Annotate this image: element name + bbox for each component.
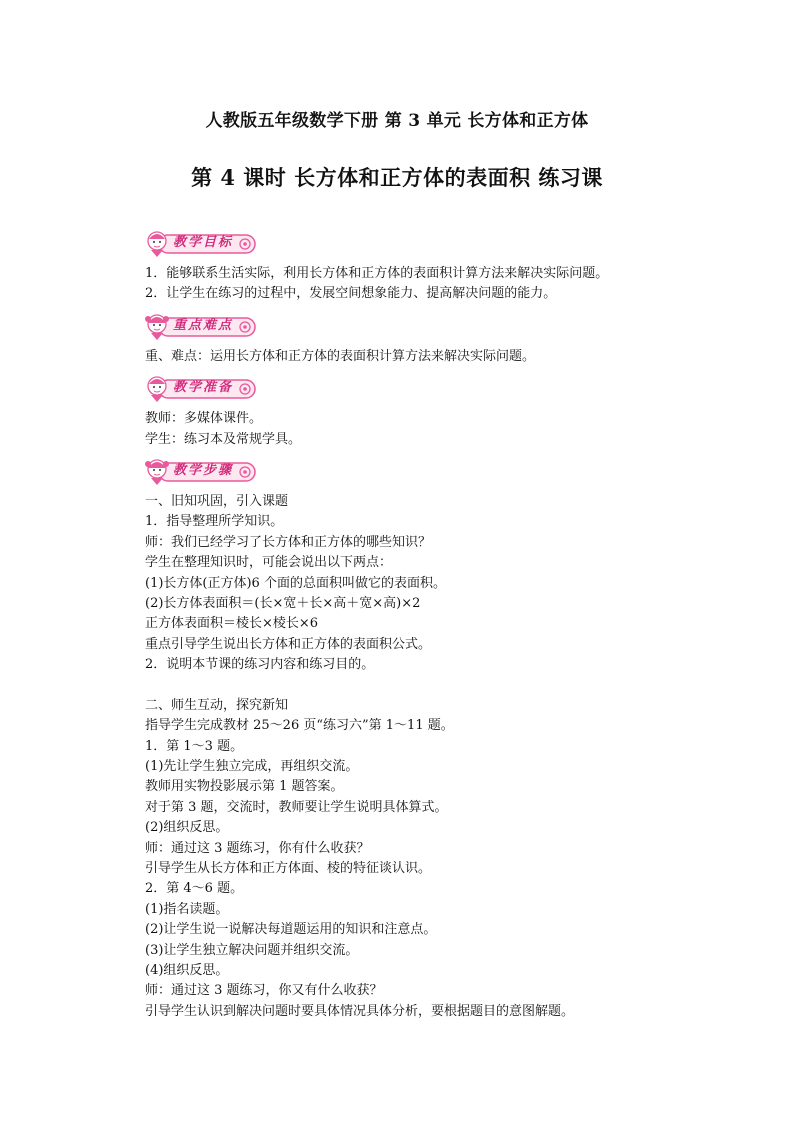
text-line: 学生：练习本及常规学具。 [145,431,302,447]
text-line: 2．说明本节课的练习内容和练习目的。 [145,657,375,673]
text-line: 师：通过这 3 题练习，你又有什么收获？ [145,983,383,999]
text-line: 2．让学生在练习的过程中，发展空间想象能力、提高解决问题的能力。 [145,286,557,302]
text-line: 1．指导整理所学知识。 [145,514,284,530]
text-line: (4)组织反思。 [145,962,229,978]
badge-label: 教学步骤 [173,462,234,478]
text-line: 1．第 1～3 题。 [145,738,244,754]
text-line: 对于第 3 题，交流时，教师要让学生说明具体算式。 [145,799,448,815]
document-body [145,222,665,1022]
text-line: 师：通过这 3 题练习，你有什么收获？ [145,840,370,856]
text-line: (2)让学生说一说解决每道题运用的知识和注意点。 [145,922,437,938]
text-line: (2)长方体表面积＝(长×宽＋长×高＋宽×高)×2 [145,595,421,611]
text-line: (3)让学生独立解决问题并组织交流。 [145,942,359,958]
badge-label: 教学目标 [173,235,234,250]
spacer [145,675,665,695]
text-line: 正方体表面积＝棱长×棱长×6 [145,616,319,632]
section-heading: 一、旧知巩固，引入课题 [145,493,289,509]
text-line: 1．能够联系生活实际，利用长方体和正方体的表面积计算方法来解决实际问题。 [145,266,609,281]
badge-label: 重点难点 [173,317,234,333]
section-badge-key-points [145,311,259,341]
badge-label: 教学准备 [173,380,234,396]
section-badge-steps [145,456,259,486]
section-badge-goals [145,228,259,258]
text-line: 教师用实物投影展示第 1 题答案。 [145,779,344,795]
text-line: 重点引导学生说出长方体和正方体的表面积公式。 [145,636,432,652]
text-line: (1)先让学生独立完成，再组织交流。 [145,759,359,775]
text-line: 学生在整理知识时，可能会说出以下两点： [145,555,393,571]
text-line: 师：我们已经学习了长方体和正方体的哪些知识？ [145,534,432,550]
section-badge-preparation [145,373,259,403]
text-line: (2)组织反思。 [145,820,229,836]
text-line: (1)长方体(正方体)6 个面的总面积叫做它的表面积。 [145,575,446,591]
document-title: 人教版五年级数学下册 第 3 单元 长方体和正方体 [205,111,589,131]
text-line: 教师：多媒体课件。 [145,411,263,427]
text-line: 引导学生从长方体和正方体面、棱的特征谈认识。 [145,860,432,876]
text-line: 2．第 4～6 题。 [145,881,244,897]
text-line: 引导学生认识到解决问题时要具体情况具体分析，要根据题目的意图解题。 [145,1003,575,1019]
lesson-title: 第 4 课时 长方体和正方体的表面积 练习课 [191,165,603,190]
section-heading: 二、师生互动，探究新知 [145,697,289,713]
text-line: 重、难点：运用长方体和正方体的表面积计算方法来解决实际问题。 [145,348,536,364]
text-line: 指导学生完成教材 25～26 页“练习六”第 1～11 题。 [145,718,454,734]
text-line: (1)指名读题。 [145,901,229,917]
